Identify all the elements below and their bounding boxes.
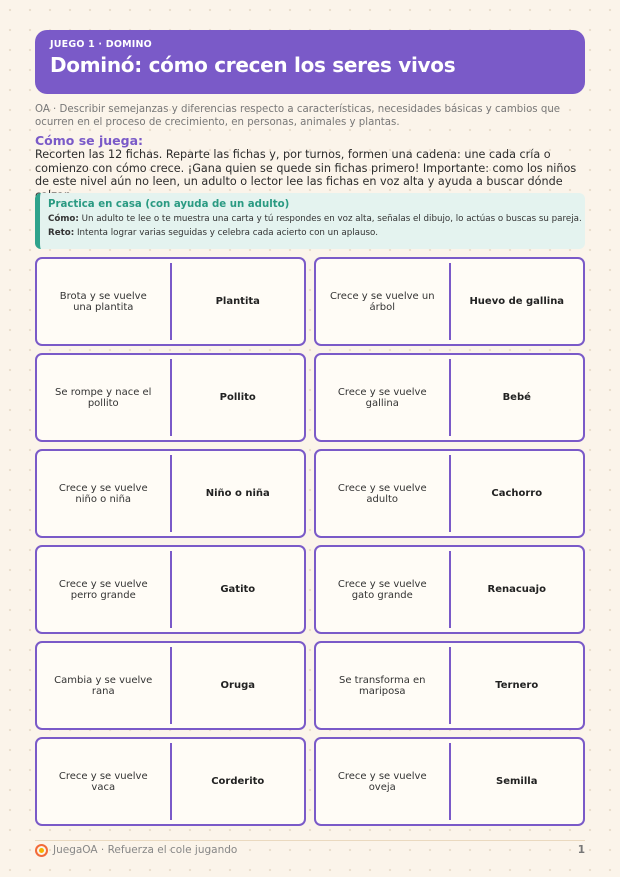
tile-right-text: Pollito — [219, 392, 256, 403]
domino-tile[interactable] — [35, 353, 306, 442]
tile-right-text: Niño o niña — [205, 488, 270, 499]
domino-tile[interactable] — [314, 353, 585, 442]
practice-challenge-text: Intenta lograr varias seguidas y celebra cada acierto con un aplauso. — [76, 228, 378, 238]
domino-grid — [35, 257, 585, 826]
tile-left-text: Se rompe y nace el pollito — [55, 386, 152, 409]
tile-left-text: Crece y se vuelve niño o niña — [58, 482, 148, 505]
tile-right-text: Renacuajo — [487, 584, 546, 595]
tile-left-text: Crece y se vuelve oveja — [337, 770, 427, 793]
domino-tile[interactable] — [35, 545, 306, 634]
domino-tile[interactable] — [35, 257, 306, 346]
tile-left-text: Brota y se vuelve una plantita — [59, 290, 147, 313]
page-title: Dominó: cómo crecen los seres vivos — [50, 53, 456, 77]
learning-objective: OA · Describir semejanzas y diferencias respecto a características, necesidades básicas y cambios que ocurren en el proceso de crecimiento, en personas, animales y plantas. — [35, 104, 561, 128]
domino-tile[interactable] — [314, 545, 585, 634]
tile-left-text: Crece y se vuelve perro grande — [58, 578, 148, 601]
how-to-play-heading: Cómo se juega: — [35, 133, 144, 148]
domino-tile[interactable] — [35, 737, 306, 826]
footer-brand: JuegaOA — [53, 844, 98, 856]
tile-left-text: Crece y se vuelve adulto — [337, 482, 427, 505]
circle-logo-icon — [35, 844, 48, 857]
tile-left-text: Se transforma en mariposa — [339, 674, 426, 697]
practice-box — [35, 193, 585, 249]
domino-tile[interactable] — [35, 641, 306, 730]
footer — [35, 843, 585, 857]
page-number: 1 — [577, 844, 585, 856]
tile-left-text: Crece y se vuelve gallina — [337, 386, 427, 409]
how-to-play-text: Recorten las 12 fichas. Reparte las fichas y, por turnos, formen una cadena: une cada cría o comienzo con cómo crece. ¡Gana quien se quede sin fichas primero! Importante: como los niños de este nivel aún no leen, un adulto o lector lee las fichas en voz alta y ayuda a buscar dónde — [35, 148, 577, 189]
tile-right-text: Cachorro — [491, 488, 543, 499]
practice-how-label: Cómo: — [48, 214, 79, 224]
practice-challenge-line — [48, 228, 585, 238]
tile-right-text: Huevo de gallina — [469, 296, 565, 307]
footer-tagline: · Refuerza el cole jugando — [97, 844, 238, 856]
tile-left-text: Crece y se vuelve vaca — [58, 770, 148, 793]
tile-right-text: Plantita — [215, 296, 260, 307]
practice-challenge-label: Reto: — [48, 228, 75, 238]
domino-tile[interactable] — [314, 257, 585, 346]
footer-divider — [35, 840, 585, 841]
tile-right-text: Oruga — [220, 680, 255, 691]
practice-how-line — [48, 214, 585, 224]
tile-left-text: Crece y se vuelve un árbol — [329, 290, 435, 313]
tile-left-text: Crece y se vuelve gato grande — [337, 578, 427, 601]
domino-tile[interactable] — [35, 449, 306, 538]
practice-how-text: Un adulto te lee o te muestra una carta y tú respondes en voz alta, señalas el dibujo, lo actúas o buscas su pareja. — [81, 214, 582, 224]
domino-tile[interactable] — [314, 449, 585, 538]
tile-right-text: Semilla — [496, 776, 538, 787]
tile-right-text: Ternero — [495, 680, 539, 691]
tile-right-text: Gatito — [220, 584, 256, 595]
game-header — [35, 30, 585, 94]
game-kicker: JUEGO 1 · DOMINO — [50, 39, 152, 50]
tile-right-text: Bebé — [502, 392, 531, 403]
domino-tile[interactable] — [314, 641, 585, 730]
tile-right-text: Corderito — [211, 776, 265, 787]
domino-tile[interactable] — [314, 737, 585, 826]
tile-left-text: Cambia y se vuelve rana — [54, 674, 153, 697]
practice-title: Practica en casa (con ayuda de un adulto) — [48, 199, 290, 210]
